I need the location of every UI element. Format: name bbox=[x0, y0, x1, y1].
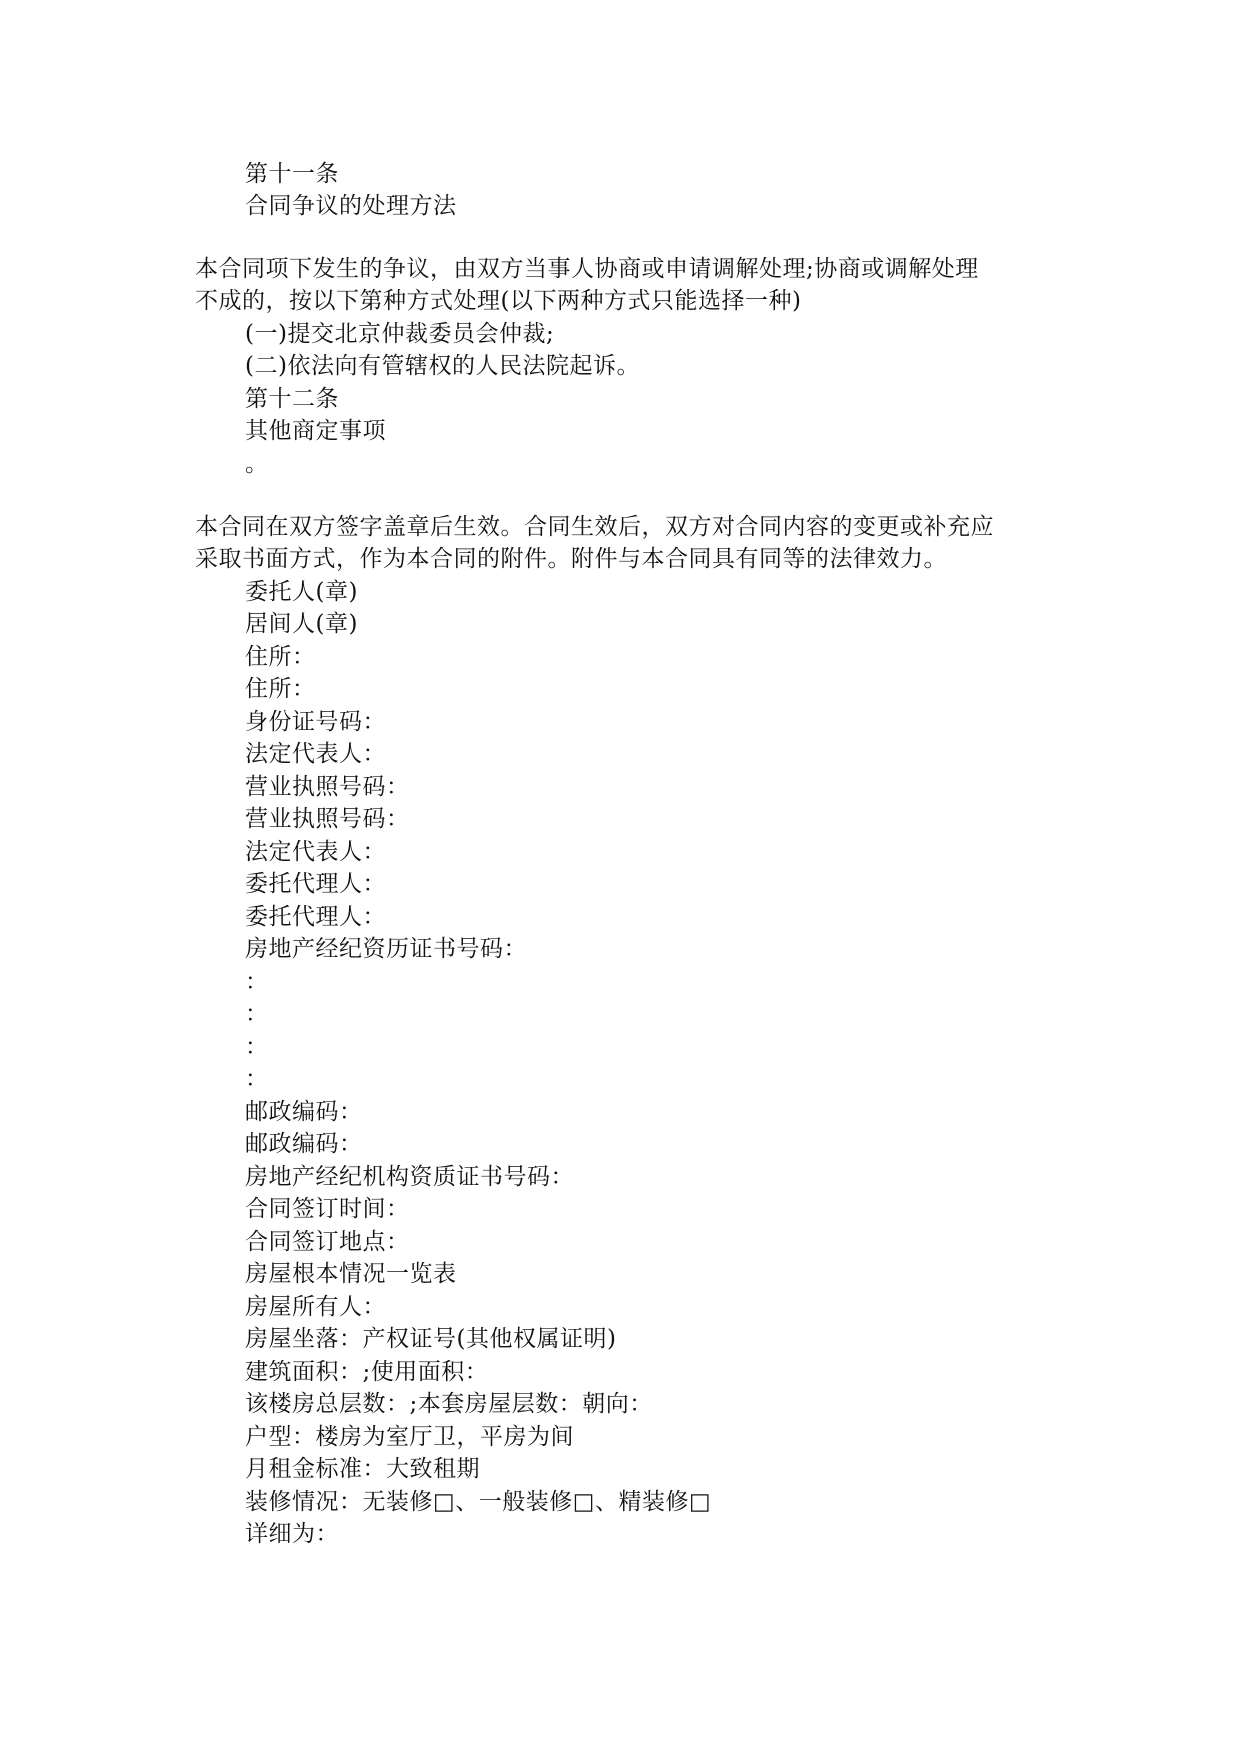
article-11-paragraph-line-1: 本合同项下发生的争议，由双方当事人协商或申请调解处理;协商或调解处理 bbox=[195, 256, 979, 282]
signature-field: ： bbox=[245, 1001, 269, 1027]
signature-field: 房地产经纪资历证书号码： bbox=[245, 936, 527, 962]
article-11-option-1: (一)提交北京仲裁委员会仲裁; bbox=[245, 321, 555, 347]
signature-field: 房地产经纪机构资质证书号码： bbox=[245, 1164, 574, 1190]
article-12-paragraph-line-1: 本合同在双方签字盖章后生效。合同生效后，双方对合同内容的变更或补充应 bbox=[195, 514, 994, 540]
signature-field: 住所： bbox=[245, 676, 316, 702]
house-decoration-field: 装修情况：无装修□、一般装修□、精装修□ bbox=[245, 1489, 712, 1515]
house-location-field: 房屋坐落：产权证号(其他权属证明) bbox=[245, 1326, 617, 1352]
signature-field: 住所： bbox=[245, 644, 316, 670]
article-12-heading: 其他商定事项 bbox=[245, 418, 386, 444]
article-12-paragraph-line-2: 采取书面方式，作为本合同的附件。附件与本合同具有同等的法律效力。 bbox=[195, 546, 947, 572]
signature-field: 邮政编码： bbox=[245, 1131, 363, 1157]
article-11-heading: 合同争议的处理方法 bbox=[245, 193, 457, 219]
signature-field: 营业执照号码： bbox=[245, 806, 410, 832]
signature-field: 邮政编码： bbox=[245, 1099, 363, 1125]
house-layout-field: 户型：楼房为室厅卫，平房为间 bbox=[245, 1424, 574, 1450]
signature-field: 法定代表人： bbox=[245, 741, 386, 767]
house-details-field: 详细为： bbox=[245, 1521, 339, 1547]
house-area-field: 建筑面积：;使用面积： bbox=[245, 1359, 489, 1385]
signature-field: ： bbox=[245, 1066, 269, 1092]
signature-field: 委托人(章) bbox=[245, 579, 358, 605]
house-rent-field: 月租金标准：大致租期 bbox=[245, 1456, 480, 1482]
house-floors-field: 该楼房总层数：;本套房屋层数：朝向： bbox=[245, 1391, 653, 1417]
signature-field: 合同签订地点： bbox=[245, 1229, 410, 1255]
signature-field: 营业执照号码： bbox=[245, 774, 410, 800]
signature-field: 居间人(章) bbox=[245, 611, 358, 637]
signature-field: ： bbox=[245, 969, 269, 995]
signature-field: 法定代表人： bbox=[245, 839, 386, 865]
article-12-dot: 。 bbox=[245, 451, 269, 477]
article-11-title: 第十一条 bbox=[245, 161, 339, 187]
house-owner-field: 房屋所有人： bbox=[245, 1294, 386, 1320]
signature-field: 合同签订时间： bbox=[245, 1196, 410, 1222]
article-11-option-2: (二)依法向有管辖权的人民法院起诉。 bbox=[245, 353, 640, 379]
article-11-paragraph-line-2: 不成的，按以下第种方式处理(以下两种方式只能选择一种) bbox=[195, 288, 802, 314]
house-table-title: 房屋根本情况一览表 bbox=[245, 1261, 457, 1287]
signature-field: 委托代理人： bbox=[245, 871, 386, 897]
article-12-title: 第十二条 bbox=[245, 386, 339, 412]
signature-field: 委托代理人： bbox=[245, 904, 386, 930]
signature-field: ： bbox=[245, 1034, 269, 1060]
signature-field: 身份证号码： bbox=[245, 709, 386, 735]
